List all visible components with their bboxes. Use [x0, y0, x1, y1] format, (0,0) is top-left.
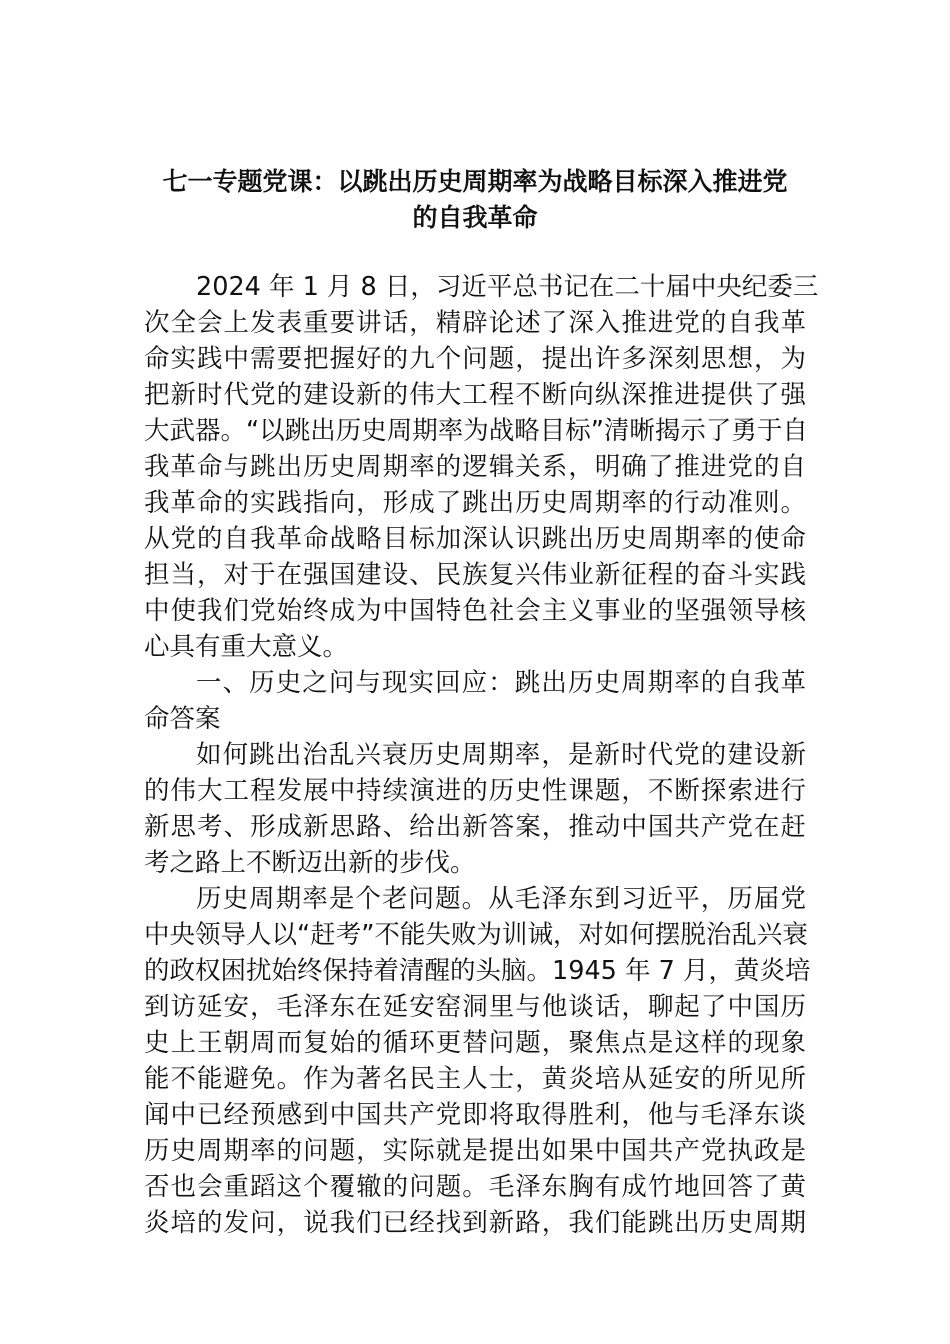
paragraph-line: 闻中已经预感到中国共产党即将取得胜利，他与毛泽东谈: [144, 1100, 806, 1130]
paragraph-line: 我革命与跳出历史周期率的逻辑关系，明确了推进党的自: [144, 452, 806, 482]
paragraph-line: 如何跳出治乱兴衰历史周期率，是新时代党的建设新: [196, 740, 806, 770]
paragraph-line: 的伟大工程发展中持续演进的历史性课题，不断探索进行: [144, 776, 806, 806]
paragraph-line: 大武器。“以跳出历史周期率为战略目标”清晰揭示了勇于自: [144, 416, 808, 446]
paragraph-line: 我革命的实践指向，形成了跳出历史周期率的行动准则。: [144, 488, 806, 518]
paragraph-line: 命实践中需要把握好的九个问题，提出许多深刻思想，为: [144, 344, 806, 374]
section-heading-line: 一、历史之问与现实回应：跳出历史周期率的自我革: [196, 668, 806, 698]
paragraph-line: 能不能避免。作为著名民主人士，黄炎培从延安的所见所: [144, 1064, 806, 1094]
paragraph-line: 心具有重大意义。: [144, 632, 349, 662]
paragraph-line: 新思考、形成新思路、给出新答案，推动中国共产党在赶: [144, 812, 806, 842]
paragraph-line: 的政权困扰始终保持着清醒的头脑。1945 年 7 月，黄炎培: [144, 956, 811, 986]
paragraph-line: 中使我们党始终成为中国特色社会主义事业的坚强领导核: [144, 596, 806, 626]
paragraph-line: 炎培的发问，说我们已经找到新路，我们能跳出历史周期: [144, 1208, 806, 1238]
paragraph-line: 史上王朝周而复始的循环更替问题，聚焦点是这样的现象: [144, 1028, 806, 1058]
paragraph-line: 历史周期率是个老问题。从毛泽东到习近平，历届党: [196, 884, 806, 914]
document-title-line-2: 的自我革命: [412, 203, 538, 232]
section-heading-line: 命答案: [144, 704, 221, 734]
paragraph-line: 从党的自我革命战略目标加深认识跳出历史周期率的使命: [144, 524, 806, 554]
paragraph-line: 2024 年 1 月 8 日，习近平总书记在二十届中央纪委三: [196, 272, 819, 302]
paragraph-line: 历史周期率的问题，实际就是提出如果中国共产党执政是: [144, 1136, 806, 1166]
paragraph-line: 把新时代党的建设新的伟大工程不断向纵深推进提供了强: [144, 380, 806, 410]
paragraph-line: 担当，对于在强国建设、民族复兴伟业新征程的奋斗实践: [144, 560, 806, 590]
paragraph-line: 到访延安，毛泽东在延安窑洞里与他谈话，聊起了中国历: [144, 992, 806, 1022]
document-title-line-1: 七一专题党课：以跳出历史周期率为战略目标深入推进党: [162, 167, 788, 196]
paragraph-line: 考之路上不断迈出新的步伐。: [144, 848, 476, 878]
paragraph-line: 否也会重蹈这个覆辙的问题。毛泽东胸有成竹地回答了黄: [144, 1172, 806, 1202]
paragraph-line: 次全会上发表重要讲话，精辟论述了深入推进党的自我革: [144, 308, 806, 338]
paragraph-line: 中央领导人以“赶考”不能失败为训诫，对如何摆脱治乱兴衰: [144, 920, 808, 950]
